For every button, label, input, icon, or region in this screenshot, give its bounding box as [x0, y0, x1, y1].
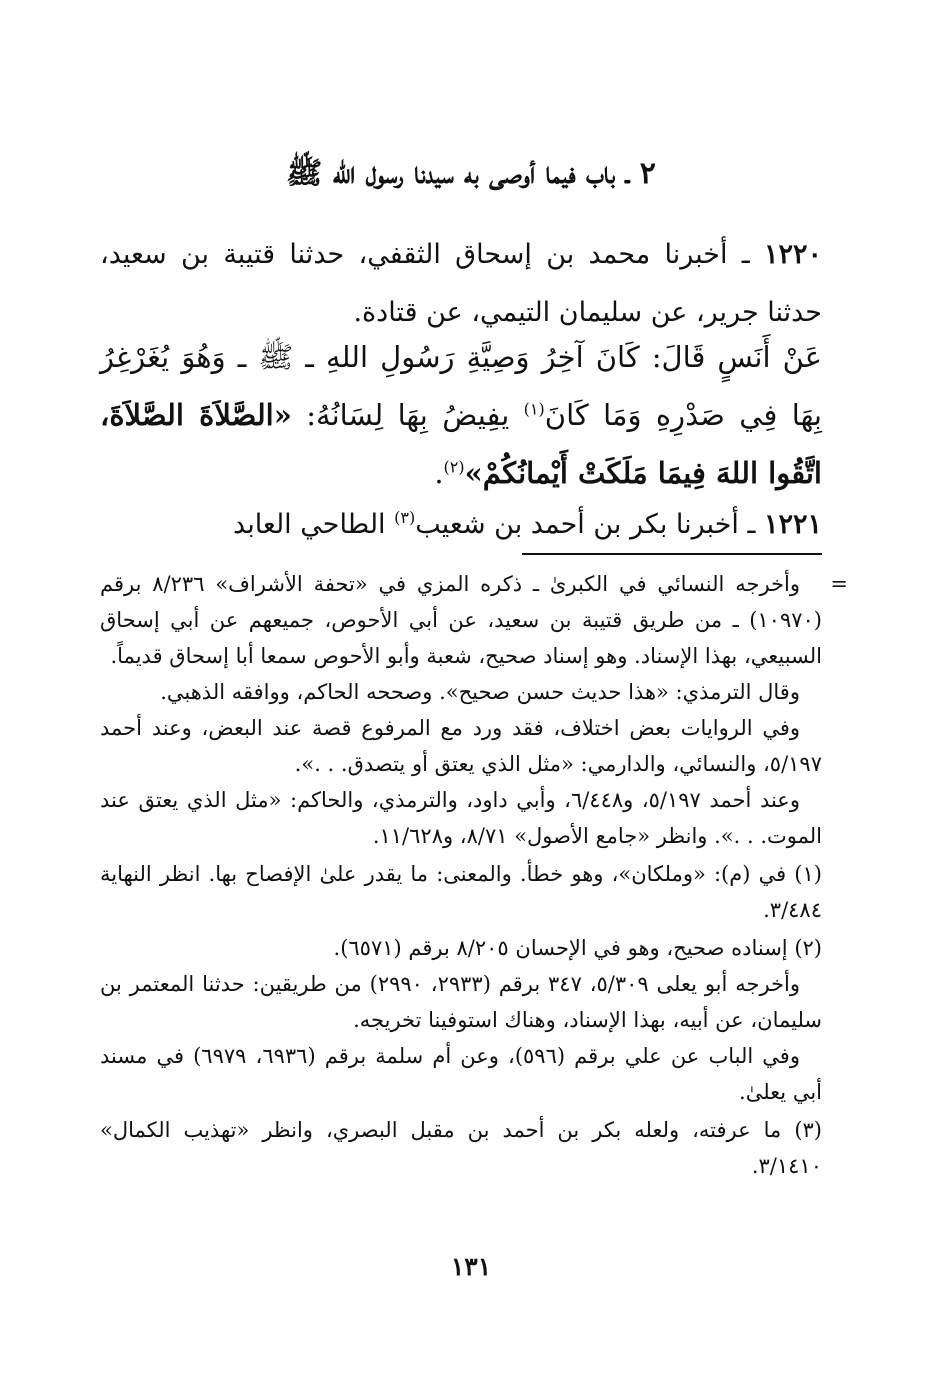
chapter-title: ٢ ـ باب فيما أوصى به سيدنا رسول الله ﷺ [286, 156, 656, 191]
footnote-paragraph: وقال الترمذي: «هذا حديث حسن صحيح». وصححه الحاكم، ووافقه الذهبي. [160, 680, 800, 704]
hadith-text [100, 328, 822, 502]
entry-number: ١٢٢١ [763, 509, 822, 540]
page-number: ١٣١ [450, 1252, 492, 1281]
footnote-continued [100, 566, 848, 854]
footnote-paragraph: وأخرجه النسائي في الكبرىٰ ـ ذكره المزي في «تحفة الأشراف» ٨/٢٣٦ برقم (١٠٩٧٠) ـ من طريق قتيبة بن سعيد، عن أبي الأحوص، جميعهم عن أبي إسحاق السبيعي، بهذا الإسناد. وهو إسناد صحيح، شعبة وأبو الأحوص سمعا أبا إسحاق قديماً. [100, 572, 822, 668]
footnote-paragraph: في (م): «وملكان»، وهو خطأ. والمعنى: ما يقدر علىٰ الإفصاح بها. انظر النهاية ٣/٤٨٤. [100, 862, 822, 922]
footnote-marker: (٣) [794, 1118, 822, 1142]
footnote-paragraph: وفي الباب عن علي برقم (٥٩٦)، وعن أم سلمة برقم (٦٩٣٦، ٦٩٧٩) في مسند أبي يعلىٰ. [100, 1044, 822, 1104]
entry-isnad: ـ أخبرنا محمد بن إسحاق الثقفي، حدثنا قتيبة بن سعيد، حدثنا جرير، عن سليمان التيمي، عن قتادة. [100, 239, 822, 328]
footnote-marker: (٢) [794, 936, 822, 960]
footnote-ref-2: (٢) [443, 457, 465, 477]
entry-number: ١٢٢٠ [763, 239, 822, 270]
footnote-paragraph: ما عرفته، ولعله بكر بن أحمد بن مقبل البصري، وانظر «تهذيب الكمال» ٣/١٤١٠. [100, 1118, 822, 1178]
footnotes [100, 566, 848, 1186]
footnote-marker: (١) [794, 862, 822, 886]
footnote-3 [100, 1112, 822, 1184]
footnote-ref-1: (١) [523, 399, 545, 419]
entry-isnad-part2: الطاحي العابد [233, 509, 386, 540]
entry-1221 [100, 496, 822, 554]
hadith-part-1: عَنْ أَنَسٍ قَالَ: كَانَ آخِرُ وَصِيَّةِ رَسُولِ اللهِ ـ ﷺ ـ وَهُوَ يُغَرْغِرُ بِهَا فِي صَدْرِهِ وَمَا كَانَ [100, 340, 823, 432]
footnote-2 [100, 930, 822, 1110]
hadith-quote: «الصَّلاَةَ الصَّلاَةَ، اتَّقُوا اللهَ فِيمَا مَلَكَتْ أَيْمانُكُمْ» [100, 398, 822, 490]
hadith-end: . [434, 456, 444, 490]
entry-1220 [100, 226, 822, 342]
footnote-paragraph: إسناده صحيح، وهو في الإحسان ٨/٢٠٥ برقم (٦٥٧١). [333, 936, 788, 960]
footnote-divider [522, 553, 822, 555]
footnote-paragraph: وفي الروايات بعض اختلاف، فقد ورد مع المرفوع قصة عند البعض، وعند أحمد ٥/١٩٧، والنسائي، والدارمي: «مثل الذي يعتق أو يتصدق. . .». [100, 716, 822, 776]
hadith-part-2: يفِيضُ بِهَا لِسَانُهُ: [306, 398, 510, 432]
footnote-paragraph: وعند أحمد ٥/١٩٧، و٦/٤٤٨، وأبي داود، والترمذي، والحاكم: «مثل الذي يعتق عند الموت. . .». وانظر «جامع الأصول» ٨/٧١، و١١/٦٢٨. [100, 788, 822, 848]
continuation-mark: = [830, 572, 848, 596]
footnote-paragraph: وأخرجه أبو يعلى ٥/٣٠٩، ٣٤٧ برقم (٢٩٣٣، ٢٩٩٠) من طريقين: حدثنا المعتمر بن سليمان، عن أبيه، بهذا الإسناد، وهناك استوفينا تخريجه. [100, 972, 822, 1032]
footnote-ref-3: (٣) [394, 508, 416, 527]
entry-isnad-part1: ـ أخبرنا بكر بن أحمد بن شعيب [415, 509, 756, 540]
footnote-1 [100, 856, 822, 928]
